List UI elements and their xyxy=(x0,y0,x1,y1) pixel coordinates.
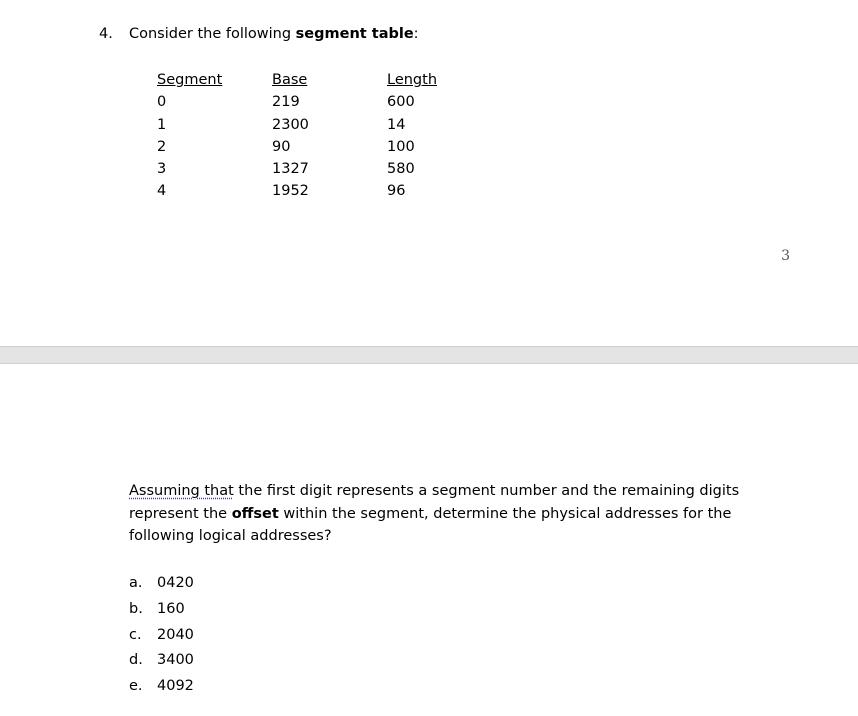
list-marker: d. xyxy=(129,652,143,669)
base-cell: 2300 xyxy=(272,116,309,133)
segment-cell: 0 xyxy=(157,94,167,111)
segment-cell: 3 xyxy=(157,161,167,178)
question-text: Consider the following xyxy=(129,26,296,42)
list-marker: a. xyxy=(129,575,143,591)
length-cell: 100 xyxy=(387,138,415,155)
length-cell: 580 xyxy=(387,161,415,178)
question-paragraph xyxy=(129,480,769,548)
page-sheet-top xyxy=(0,0,858,346)
question-number: 4. xyxy=(99,26,113,42)
logical-address: 2040 xyxy=(157,626,194,643)
length-cell: 96 xyxy=(387,183,406,200)
length-cell: 14 xyxy=(387,116,406,133)
logical-address: 0420 xyxy=(157,575,194,591)
question-heading xyxy=(99,24,419,44)
length-cell: 600 xyxy=(387,94,415,111)
list-marker: e. xyxy=(129,678,143,695)
logical-address: 3400 xyxy=(157,652,194,669)
base-cell: 219 xyxy=(272,94,300,111)
base-cell: 1952 xyxy=(272,183,309,200)
base-cell: 1327 xyxy=(272,161,309,178)
segment-cell: 2 xyxy=(157,138,167,155)
paragraph-line: following logical addresses? xyxy=(129,528,332,544)
list-item xyxy=(129,623,194,649)
answer-list xyxy=(129,571,194,700)
grammar-flagged-text[interactable]: Assuming that xyxy=(129,483,234,499)
list-item xyxy=(129,674,194,700)
base-cell: 90 xyxy=(272,138,291,155)
list-marker: c. xyxy=(129,626,142,643)
list-item xyxy=(129,597,194,623)
paragraph-text: within the segment, determine the physical addresses for the xyxy=(278,505,732,522)
header-base: Base xyxy=(272,72,308,88)
list-item xyxy=(129,571,194,597)
paragraph-line xyxy=(129,480,769,503)
list-item xyxy=(129,648,194,674)
segment-cell: 4 xyxy=(157,183,167,200)
paragraph-text: the first digit represents a segment number and the remaining digits xyxy=(233,483,740,499)
paragraph-line xyxy=(129,503,769,526)
page-break-divider xyxy=(0,346,858,364)
question-bold-term: segment table xyxy=(295,26,414,42)
offset-bold-term: offset xyxy=(231,505,279,522)
question-colon: : xyxy=(413,26,419,42)
header-segment: Segment xyxy=(157,72,223,88)
page-number: 3 xyxy=(781,248,790,264)
segment-cell: 1 xyxy=(157,116,167,133)
paragraph-text: represent the xyxy=(129,505,232,522)
list-marker: b. xyxy=(129,600,143,617)
header-length: Length xyxy=(387,72,438,88)
logical-address: 160 xyxy=(157,600,185,617)
logical-address: 4092 xyxy=(157,678,194,695)
